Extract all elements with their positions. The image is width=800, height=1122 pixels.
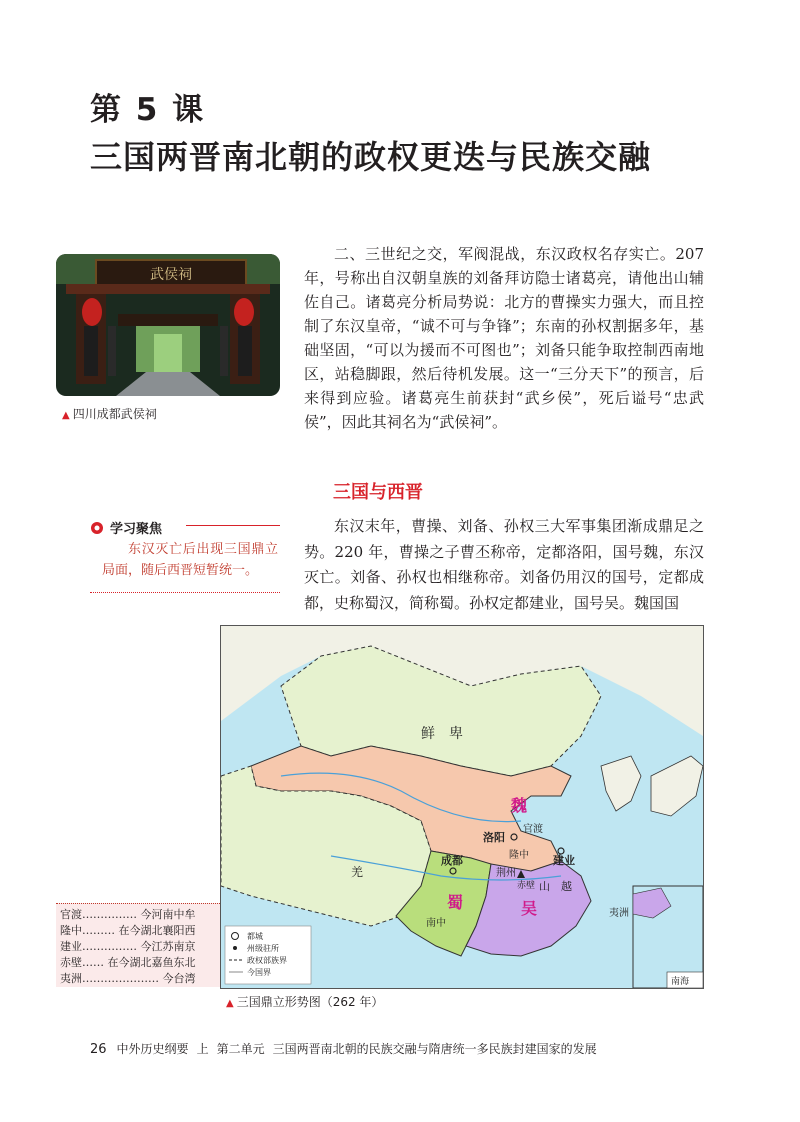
glossary-item: 官渡…………… 今河南中牟 xyxy=(60,908,196,921)
map-label-xianbei: 鲜 卑 xyxy=(421,726,463,742)
unit-number: 第二单元 xyxy=(216,1042,265,1056)
map-label-longzhong: 隆中 xyxy=(509,850,529,861)
map-label-luoyang: 洛阳 xyxy=(483,831,505,844)
lesson-title: 三国两晋南北朝的政权更迭与民族交融 xyxy=(90,138,652,176)
place-glossary xyxy=(56,903,220,987)
focus-text: 东汉灭亡后出现三国鼎立局面，随后西晋短暂统一。 xyxy=(102,542,278,578)
book-title: 中外历史纲要 xyxy=(116,1042,189,1056)
map-label-shu: 蜀 xyxy=(447,893,464,912)
glossary-item: 建业…………… 今江苏南京 xyxy=(60,940,196,953)
three-kingdoms-map xyxy=(220,625,704,989)
map-label-chibi: 赤壁 xyxy=(517,881,536,891)
map-label-jingzhou: 荆州 xyxy=(496,868,516,879)
photo-caption: ▲ 四川成都武侯祠 xyxy=(62,407,157,421)
legend-regime-border: 政权部族界 xyxy=(247,956,287,965)
map-label-guandu: 官渡 xyxy=(523,824,543,835)
lesson-number: 第 5 课 xyxy=(90,92,206,128)
wuhou-shrine-photo xyxy=(56,254,280,396)
shrine-plaque-text: 武侯祠 xyxy=(150,267,192,283)
legend-capital: 都城 xyxy=(247,932,263,941)
focus-dotted-rule xyxy=(90,592,280,593)
legend-seat-icon xyxy=(233,946,237,950)
glossary-item: 隆中……… 在今湖北襄阳西 xyxy=(60,924,196,937)
section-heading: 三国与西晋 xyxy=(333,482,423,503)
map-label-shanyue: 山 越 xyxy=(539,880,572,893)
focus-divider xyxy=(186,525,280,526)
unit-title: 三国两晋南北朝的民族交融与隋唐统一多民族封建国家的发展 xyxy=(272,1042,597,1056)
main-paragraph: 东汉末年，曹操、刘备、孙权三大军事集团渐成鼎足之势。220 年，曹操之子曹丕称帝，定都洛阳，国号魏，东汉灭亡。刘备、孙权也相继称帝。刘备仍用汉的国号，定都成都，史称蜀汉，简称蜀。孙权定都建业，国号吴。魏国国 xyxy=(304,517,704,612)
legend-national-border: 今国界 xyxy=(247,968,271,977)
map-caption: ▲ 三国鼎立形势图（262 年） xyxy=(226,995,384,1009)
book-volume: 上 xyxy=(196,1042,209,1056)
caption-triangle-icon: ▲ xyxy=(62,410,70,421)
map-label-wu: 吴 xyxy=(521,899,538,918)
map-label-chengdu: 成都 xyxy=(441,854,463,867)
legend-seat: 州级驻所 xyxy=(247,944,279,953)
map-label-jianye: 建业 xyxy=(553,854,575,867)
focus-label: 学习聚焦 xyxy=(90,518,162,537)
caption-triangle-icon: ▲ xyxy=(226,998,234,1009)
intro-paragraph: 二、三世纪之交，军阀混战，东汉政权名存实亡。207 年，号称出自汉朝皇族的刘备拜访隐士诸葛亮，请他出山辅佐自己。诸葛亮分析局势说：北方的曹操实力强大，而且控制了东汉皇帝，“诚不可与争锋”；东南的孙权割据多年，基础坚固，“可以为援而不可图也”；刘备只能争取控制西南地区，站稳脚跟，然后待机发展。这一“三分天下”的预言，后来得到应验。诸葛亮生前获封“武乡侯”，死后谥号“忠武侯”，因此其祠名为“武侯祠”。 xyxy=(304,245,704,431)
page-number: 26 xyxy=(90,1042,107,1057)
map-label-qiang: 羌 xyxy=(351,865,364,879)
focus-flower-icon xyxy=(90,521,104,535)
page-footer xyxy=(90,1040,597,1057)
map-label-nanzhong: 南中 xyxy=(426,918,446,929)
map-label-yizhou: 夷洲 xyxy=(609,908,629,919)
map-label-nanhai: 南海 xyxy=(671,977,690,987)
map-legend xyxy=(225,926,311,984)
glossary-item: 夷洲………………… 今台湾 xyxy=(60,972,196,985)
glossary-item: 赤壁…… 在今湖北嘉鱼东北 xyxy=(60,956,196,969)
map-label-wei: 魏 xyxy=(511,796,528,815)
south-china-sea-inset xyxy=(633,886,703,988)
learning-focus-box xyxy=(90,515,280,593)
